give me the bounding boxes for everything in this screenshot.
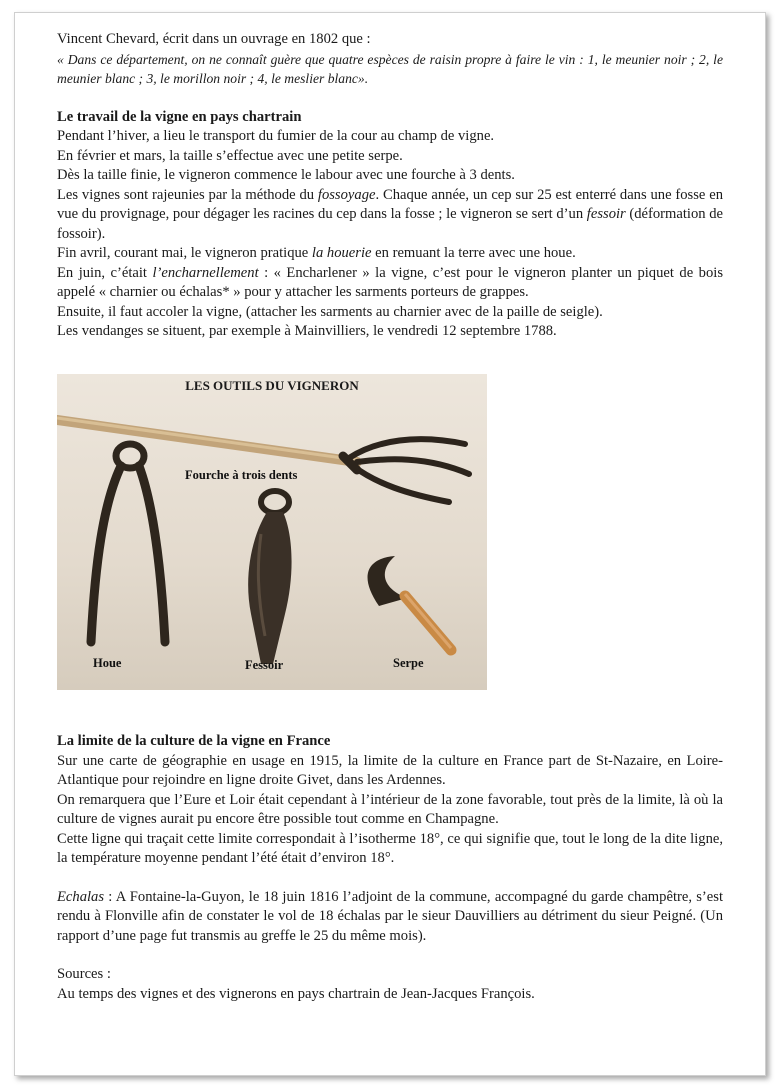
section-heading-limite: La limite de la culture de la vigne en France xyxy=(57,733,331,749)
paragraph: Les vendanges se situent, par exemple à Mainvilliers, le vendredi 12 septembre 1788. xyxy=(57,323,557,339)
paragraph-echalas: Echalas : A Fontaine-la-Guyon, le 18 juin 1816 l’adjoint de la commune, accompagné du garde champêtre, s’est rendu à Flonville afin de constater le vol de 18 échalas par le sieur Dauvilliers au détriment du sieur Peigné. (Un rapport d’une page fut transmis au greffe le 25 du même mois). xyxy=(57,888,723,944)
intro-quote: « Dans ce département, on ne connaît guère que quatre espèces de raisin propre à faire le vin : 1, le meunier noir ; 2, le meunier blanc ; 3, le morillon noir ; 4, le meslier blanc». xyxy=(57,51,723,86)
paragraph-houerie: Fin avril, courant mai, le vigneron pratique la houerie en remuant la terre avec une houe. xyxy=(57,245,576,261)
paragraph: Pendant l’hiver, a lieu le transport du fumier de la cour au champ de vigne. xyxy=(57,128,495,144)
upper-text xyxy=(57,30,723,342)
paragraph-fossoyage: Les vignes sont rajeunies par la méthode du fossoyage. Chaque année, un cep sur 25 est enterré dans une fosse en vue du provignage, pour dégager les racines du cep dans la fosse ; le vigneron se sert d’un fessoir (déformation de fossoir). xyxy=(57,186,724,242)
lower-text xyxy=(57,732,723,1004)
tools-photo xyxy=(57,374,487,690)
label-fessoir: Fessoir xyxy=(245,658,284,672)
sources-label: Sources : xyxy=(57,966,111,982)
paragraph: Dès la taille finie, le vigneron commence le labour avec une fourche à 3 dents. xyxy=(57,167,515,183)
paragraph: On remarquera que l’Eure et Loir était cependant à l’intérieur de la zone favorable, tout près de la limite, là où la culture de vignes aurait pu encore être possible tout comme en Champagne. xyxy=(57,791,723,827)
tools-illustration xyxy=(57,374,487,690)
label-serpe: Serpe xyxy=(393,656,424,670)
paragraph: En février et mars, la taille s’effectue avec une petite serpe. xyxy=(57,147,403,164)
section-heading-travail: Le travail de la vigne en pays chartrain xyxy=(57,108,302,125)
paragraph: Sur une carte de géographie en usage en 1915, la limite de la culture en France part de St-Nazaire, en Loire-Atlantique pour rejoindre en ligne droite Givet, dans les Ardennes. xyxy=(57,752,723,788)
sources-text: Au temps des vignes et des vignerons en pays chartrain de Jean-Jacques François. xyxy=(57,985,535,1002)
label-fourche: Fourche à trois dents xyxy=(185,468,298,482)
label-houe: Houe xyxy=(93,656,122,670)
intro-line: Vincent Chevard, écrit dans un ouvrage en 1802 que : xyxy=(57,31,371,47)
paragraph-encharnellement: En juin, c’était l’encharnellement : « Encharlener » la vigne, c’est pour le vigneron planter un piquet de bois appelé « charnier ou échalas* » pour y attacher les sarments porteurs de grappes. xyxy=(57,264,723,300)
paragraph: Cette ligne qui traçait cette limite correspondait à l’isotherme 18°, ce qui signifie que, tout le long de la dite ligne, la température moyenne pendant l’été était d’environ 18°. xyxy=(57,830,723,866)
paragraph: Ensuite, il faut accoler la vigne, (attacher les sarments au charnier avec de la paille de seigle). xyxy=(57,303,603,320)
photo-title: LES OUTILS DU VIGNERON xyxy=(185,378,359,393)
